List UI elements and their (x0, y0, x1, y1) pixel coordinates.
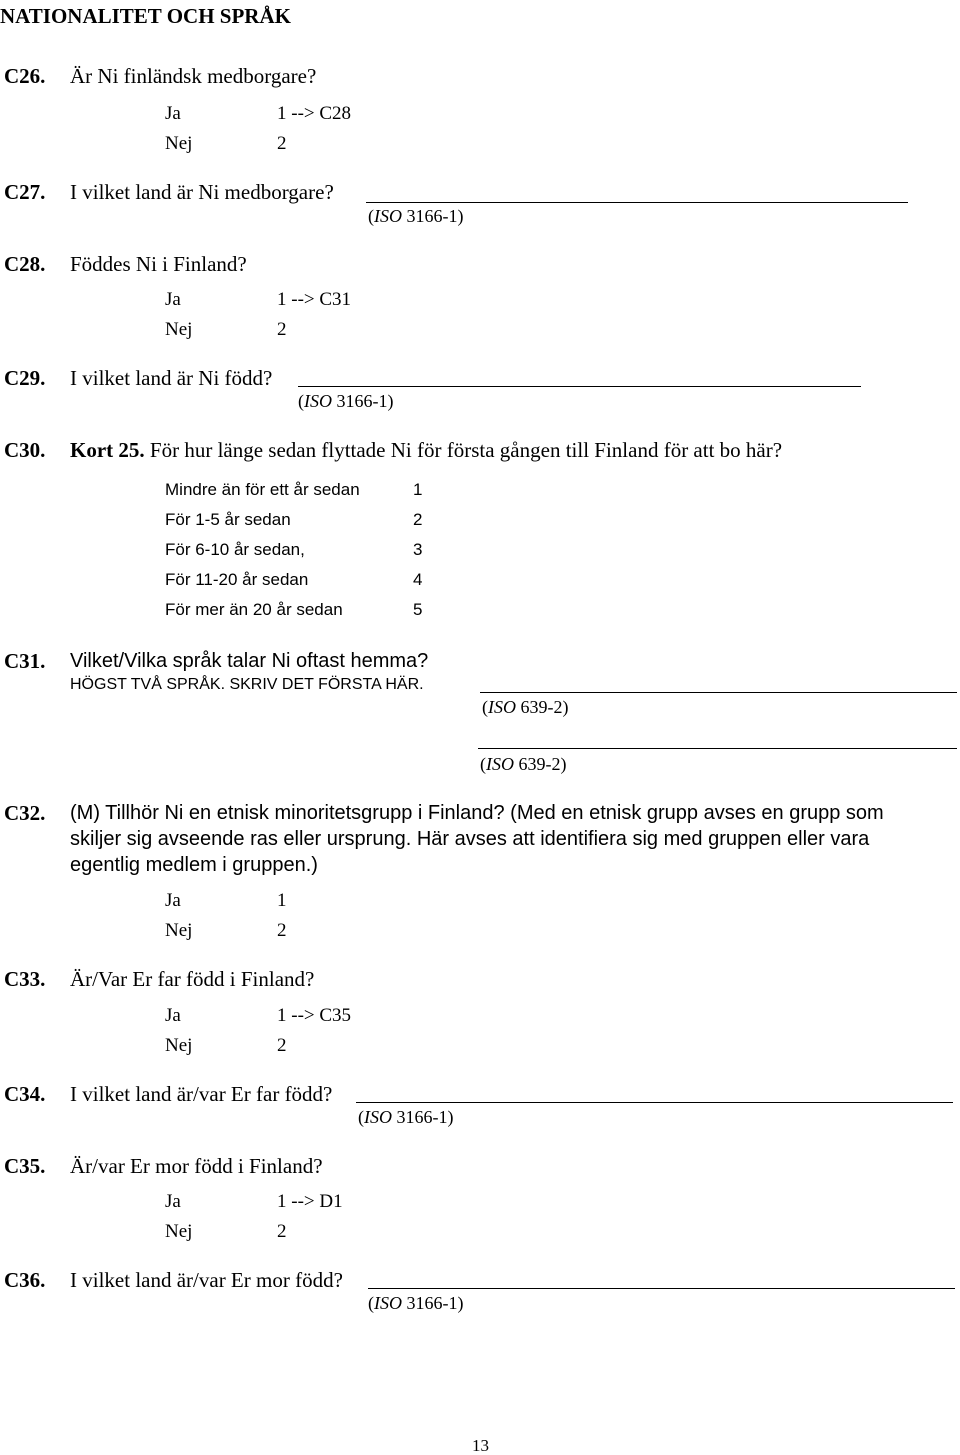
iso-code-label: (ISO 3166-1) (368, 206, 464, 226)
option-code: 2 (277, 1221, 287, 1242)
question-text: (M) Tillhör Ni en etnisk minoritetsgrupp i Finland? (Med en etnisk grupp avses en grupp som skiljer sig avseende ras eller ursprung. Här avses att identifiera sig med gruppen eller vara egentlig medlem i gruppen.) (70, 802, 884, 876)
question-text: I vilket land är/var Er mor född? (70, 1268, 343, 1292)
option-label: Ja (165, 890, 181, 911)
answer-line (356, 1102, 953, 1103)
question-text: Kort 25. För hur länge sedan flyttade Ni för första gången till Finland för att bo här? (70, 438, 783, 462)
iso-code-label: (ISO 3166-1) (358, 1107, 454, 1127)
question-text: I vilket land är Ni medborgare? (70, 180, 334, 204)
option-code: 1 --> C31 (277, 289, 352, 310)
question-text: I vilket land är Ni född? (70, 366, 273, 390)
iso-code-label: (ISO 639-2) (480, 754, 567, 774)
option-code: 1 --> D1 (277, 1191, 343, 1212)
answer-line (298, 386, 861, 387)
interviewer-instruction: HÖGST TVÅ SPRÅK. SKRIV DET FÖRSTA HÄR. (70, 676, 424, 693)
question-number: C34. (4, 1082, 46, 1106)
iso-code-label: (ISO 3166-1) (368, 1293, 464, 1313)
question-number: C28. (4, 252, 46, 276)
question-number: C32. (4, 801, 46, 825)
option-label: Mindre än för ett år sedan (165, 480, 360, 499)
question-number: C27. (4, 180, 46, 204)
page-title: NATIONALITET OCH SPRÅK (0, 4, 291, 28)
question-text: I vilket land är/var Er far född? (70, 1082, 333, 1106)
question-text: Är Ni finländsk medborgare? (70, 64, 317, 88)
option-label: Ja (165, 289, 181, 310)
option-label: Nej (165, 920, 193, 941)
option-code: 2 (277, 133, 287, 154)
iso-code-label: (ISO 3166-1) (298, 391, 394, 411)
option-code: 1 (413, 480, 423, 499)
option-code: 2 (277, 319, 287, 340)
card-reference: Kort 25. (70, 438, 145, 462)
question-text: Föddes Ni i Finland? (70, 252, 247, 276)
option-label: Nej (165, 133, 193, 154)
option-label: För 6-10 år sedan, (165, 540, 305, 559)
question-number: C36. (4, 1268, 46, 1292)
question-number: C29. (4, 366, 46, 390)
option-code: 1 --> C28 (277, 103, 352, 124)
question-text: Är/var Er mor född i Finland? (70, 1154, 323, 1178)
option-code: 2 (413, 510, 423, 529)
answer-line (368, 1288, 955, 1289)
option-label: Nej (165, 319, 193, 340)
option-code: 2 (277, 920, 287, 941)
question-number: C30. (4, 438, 46, 462)
iso-code-label: (ISO 639-2) (482, 697, 569, 717)
question-text: Vilket/Vilka språk talar Ni oftast hemma? (70, 650, 429, 672)
option-code: 2 (277, 1035, 287, 1056)
option-label: Ja (165, 103, 181, 124)
option-code: 1 --> C35 (277, 1005, 352, 1026)
option-label: För 1-5 år sedan (165, 510, 291, 529)
option-label: Nej (165, 1221, 193, 1242)
option-label: Nej (165, 1035, 193, 1056)
option-label: För 11-20 år sedan (165, 570, 309, 589)
option-code: 3 (413, 540, 423, 559)
question-number: C33. (4, 967, 46, 991)
option-label: Ja (165, 1005, 181, 1026)
option-code: 5 (413, 600, 423, 619)
question-text: Är/Var Er far född i Finland? (70, 967, 315, 991)
question-number: C31. (4, 649, 46, 673)
question-number: C26. (4, 64, 46, 88)
option-code: 1 (277, 890, 287, 911)
question-number: C35. (4, 1154, 46, 1178)
answer-line (480, 692, 957, 693)
answer-line (478, 748, 957, 749)
option-code: 4 (413, 570, 423, 589)
option-label: För mer än 20 år sedan (165, 600, 343, 619)
option-label: Ja (165, 1191, 181, 1212)
page-number: 13 (472, 1436, 489, 1455)
answer-line (366, 202, 908, 203)
